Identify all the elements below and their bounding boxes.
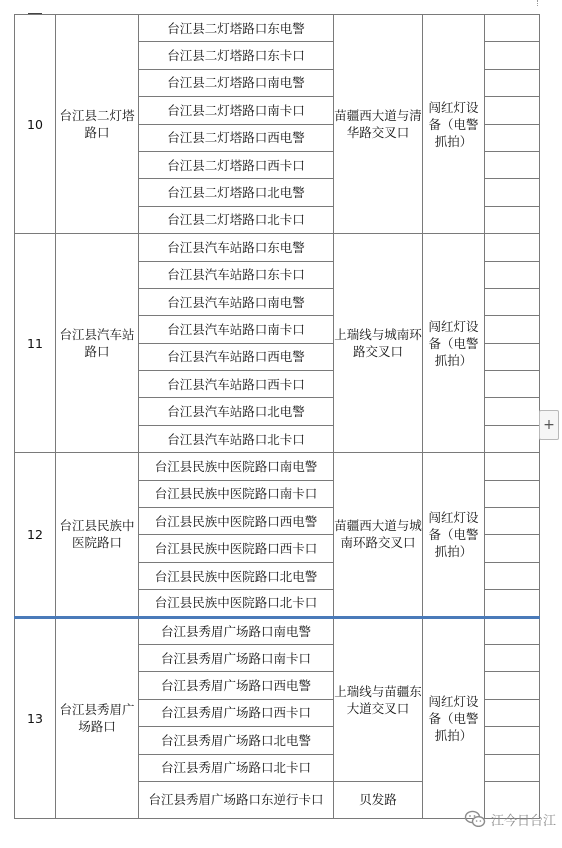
device-name: 台江县民族中医院路口西电警 [139,508,334,535]
device-name: 台江县汽车站路口北卡口 [139,425,334,452]
blank-cell [485,151,540,178]
row-number: 10 [15,15,56,234]
blank-cell [485,480,540,507]
device-type: 闯红灯设备（电警抓拍） [423,15,485,234]
blank-cell [485,316,540,343]
intersection-name: 台江县民族中医院路口 [56,453,139,617]
blank-cell [485,617,540,644]
watermark-text: 江今日台江 [490,813,556,829]
device-name: 台江县民族中医院路口南电警 [139,453,334,480]
road-crossing: 苗疆西大道与清华路交叉口 [334,15,423,234]
row-number: 13 [15,617,56,818]
blank-cell [485,288,540,315]
intersection-name: 台江县二灯塔路口 [56,15,139,234]
intersection-name: 台江县秀眉广场路口 [56,617,139,818]
blank-cell [485,97,540,124]
road-crossing: 上瑞线与城南环路交叉口 [334,234,423,453]
device-name: 台江县汽车站路口北电警 [139,398,334,425]
device-name: 台江县二灯塔路口东卡口 [139,42,334,69]
device-type: 闯红灯设备（电警抓拍） [423,453,485,617]
device-type: 闯红灯设备（电警抓拍） [423,234,485,453]
table-row [15,234,540,261]
device-name: 台江县二灯塔路口西电警 [139,124,334,151]
table-row [15,453,540,480]
blank-cell [485,206,540,233]
blank-cell [485,453,540,480]
blank-cell [485,562,540,589]
page-edge-mark [537,0,540,6]
blank-cell [485,535,540,562]
blank-cell [485,179,540,206]
device-name: 台江县秀眉广场路口西卡口 [139,699,334,726]
blank-cell [485,590,540,617]
device-name: 台江县秀眉广场路口南电警 [139,617,334,644]
blank-cell [485,42,540,69]
device-name: 台江县汽车站路口南电警 [139,288,334,315]
device-name: 台江县民族中医院路口北卡口 [139,590,334,617]
device-name: 台江县汽车站路口东电警 [139,234,334,261]
device-name: 台江县汽车站路口西电警 [139,343,334,370]
device-name: 台江县民族中医院路口南卡口 [139,480,334,507]
road-crossing: 贝发路 [334,781,423,818]
watermark [426,802,556,836]
device-name: 台江县二灯塔路口北电警 [139,179,334,206]
device-table-body [15,15,540,819]
wechat-icon [463,807,487,831]
device-name: 台江县二灯塔路口东电警 [139,15,334,42]
blank-cell [485,15,540,42]
device-table [14,14,540,819]
device-name: 台江县二灯塔路口南卡口 [139,97,334,124]
blank-cell [485,343,540,370]
device-name: 台江县秀眉广场路口北卡口 [139,754,334,781]
device-type: 闯红灯设备（电警抓拍） [423,617,485,818]
table-row [15,617,540,644]
table-row [15,15,540,42]
device-name: 台江县秀眉广场路口南卡口 [139,644,334,671]
device-name: 台江县秀眉广场路口西电警 [139,672,334,699]
device-name: 台江县二灯塔路口西卡口 [139,151,334,178]
device-name: 台江县民族中医院路口北电警 [139,562,334,589]
device-name: 台江县秀眉广场路口北电警 [139,727,334,754]
blank-cell [485,425,540,452]
row-number: 11 [15,234,56,453]
blank-cell [485,261,540,288]
device-name: 台江县秀眉广场路口东逆行卡口 [139,781,334,818]
row-number: 12 [15,453,56,617]
device-name: 台江县汽车站路口西卡口 [139,371,334,398]
expand-handle[interactable]: + [539,410,559,440]
blank-cell [485,234,540,261]
blank-cell [485,727,540,754]
device-name: 台江县汽车站路口东卡口 [139,261,334,288]
blank-cell [485,398,540,425]
blank-cell [485,508,540,535]
blank-cell [485,69,540,96]
blank-cell [485,644,540,671]
road-crossing: 上瑞线与苗疆东大道交叉口 [334,617,423,781]
blank-cell [485,672,540,699]
device-name: 台江县汽车站路口南卡口 [139,316,334,343]
blank-cell [485,124,540,151]
device-name: 台江县民族中医院路口西卡口 [139,535,334,562]
blank-cell [485,754,540,781]
device-name: 台江县二灯塔路口北卡口 [139,206,334,233]
road-crossing: 苗疆西大道与城南环路交叉口 [334,453,423,617]
device-name: 台江县二灯塔路口南电警 [139,69,334,96]
blank-cell [485,371,540,398]
intersection-name: 台江县汽车站路口 [56,234,139,453]
blank-cell [485,699,540,726]
